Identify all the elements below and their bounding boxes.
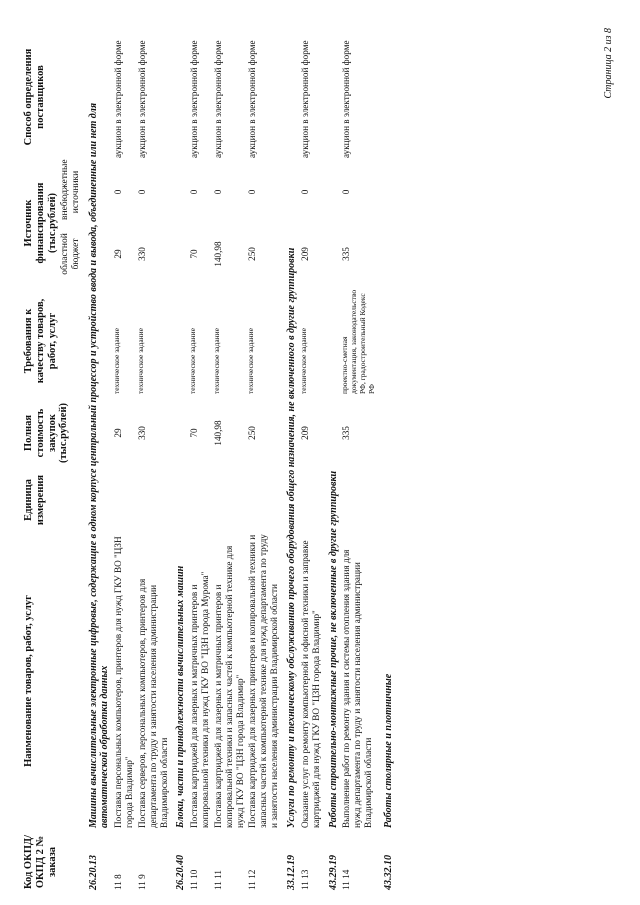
group-code: 33.12.19 [286,855,298,890]
header-code: Код ОКПД/ ОКПД 2 № заказа [23,834,58,890]
header-source: Источник финансирования (тыс.рублей) [23,182,58,264]
group-title: Услуги по ремонту и техническому обслуживанию прочего оборудования общего назначения, не включенного в другие группировки [286,247,298,828]
group-code: 43.29.19 [327,855,339,890]
item-regional-budget: 140,98 [212,241,223,267]
table-header [22,33,83,893]
item-requirements: техническое задание [246,327,256,394]
header-requirements: Требования к качеству товаров, работ, услуг [23,298,58,384]
order-number: 11 13 [299,869,310,890]
group-code: 26.20.13 [87,855,99,890]
item-requirements: техническое задание [188,327,198,394]
table-row [112,33,136,893]
item-method: аукцион в электронной форме [113,40,124,158]
group-row [170,33,188,893]
item-regional-budget: 29 [113,249,124,259]
header-source-extra: внебюджетные источники [60,159,81,220]
item-method: аукцион в электронной форме [299,40,310,158]
item-name: Выполнение работ по ремонту здания и системы отопления здания для нужд департамента по труду и занятости населения администрации Владимирской области [341,549,374,828]
item-regional-budget: 70 [189,249,200,259]
table-row [299,33,323,893]
item-requirements: техническое задание [298,327,308,394]
item-requirements: техническое задание [112,327,122,394]
group-row [323,33,341,893]
item-total: 330 [136,426,147,440]
header-source-regional: областной бюджет [60,233,81,275]
header-name: Наименование товаров, работ, услуг [23,595,34,767]
item-total: 335 [341,426,352,440]
group-title: Машины вычислительные электронные цифровые, содержащие в одном корпусе центральный процессор и устройство ввода и вывода, объединенные или нет для автоматической обработки данных [87,103,111,828]
item-method: аукцион в электронной форме [212,40,223,158]
item-total: 140,98 [212,420,223,446]
item-unit [112,469,136,531]
order-number: 11 9 [136,874,147,890]
page-counter: Страница 2 из 8 [603,28,614,99]
group-row [83,33,113,893]
group-title: Работы столярные и плотничные [382,673,394,828]
table-row [246,33,281,893]
header-method: Способ определения поставщиков [23,48,46,146]
table-row [340,33,377,893]
item-requirements: техническое задание [135,327,145,394]
item-name: Поставка персональных компьютеров, принтеров для нужд ГКУ ВО "ЦЗН города Владимир" [113,536,134,828]
item-extra-budget: 0 [341,189,352,195]
item-extra-budget: 0 [113,189,124,195]
item-regional-budget: 330 [136,247,147,261]
item-name: Оказание услуг по ремонту компьютерной и офисной техники и заправке картриджей для нужд ГКУ ВО "ЦЗН города Владимир" [299,540,321,828]
table-row [136,33,171,893]
item-unit [136,469,171,531]
procurement-table [22,33,396,893]
order-number: 11 11 [212,870,223,890]
order-number: 11 14 [341,869,352,890]
order-number: 11 12 [247,869,258,890]
item-method: аукцион в электронной форме [136,40,147,158]
item-requirements: техническое задание [211,327,221,394]
header-total: Полная стоимость закупок (тыс.рублей) [23,402,70,464]
group-row [281,33,299,893]
item-unit [188,469,212,531]
item-regional-budget: 250 [247,247,258,261]
table-row [188,33,212,893]
item-name: Поставка серверов, персональных компьютеров, принтеров для департамента по труду и занятости населения администрации Владимирской области [136,578,169,828]
group-title: Работы строительно-монтажные прочие, не включенные в другие группировки [327,470,339,828]
table-body [83,33,396,893]
item-extra-budget: 0 [299,189,310,195]
item-name: Поставка картриджей для лазерных и матричных принтеров и копировальной техники и запасных частей к компьютерной технике для нужд ГКУ ВО "ЦЗН города Владимир" [212,545,245,828]
item-unit [340,469,377,531]
item-total: 209 [299,426,310,440]
item-regional-budget: 209 [299,247,310,261]
item-total: 70 [189,428,200,438]
group-row [378,33,396,893]
item-extra-budget: 0 [247,189,258,195]
item-method: аукцион в электронной форме [247,40,258,158]
item-extra-budget: 0 [212,189,223,195]
group-title: Блоки, части и принадлежности вычислительных машин [175,565,187,828]
table-row [212,33,247,893]
item-total: 250 [247,426,258,440]
order-number: 11 8 [113,874,124,890]
header-unit: Единица измерения [23,474,46,526]
item-method: аукцион в электронной форме [341,40,352,158]
item-extra-budget: 0 [189,189,200,195]
item-regional-budget: 335 [341,247,352,261]
order-number: 11 10 [189,869,200,890]
item-name: Поставка картриджей для лазерных принтеров и копировальной техники и запасных частей к компьютерной технике для нужд департамента по труду и занятости населения администрации Владимирской области [247,534,280,828]
group-code: 26.20.40 [175,855,187,890]
item-total: 29 [113,428,124,438]
item-extra-budget: 0 [136,189,147,195]
item-name: Поставка картриджей для лазерных и матричных принтеров и копировальной техники для нужд ГКУ ВО "ЦЗН города Мурома" [189,571,211,828]
item-unit [299,469,323,531]
group-code: 43.32.10 [382,855,394,890]
item-unit [246,469,281,531]
item-method: аукцион в электронной форме [189,40,200,158]
item-requirements: проектно-сметная документация, законодательство РФ, градостроительный Кодекс РФ [340,289,376,394]
item-unit [212,469,247,531]
